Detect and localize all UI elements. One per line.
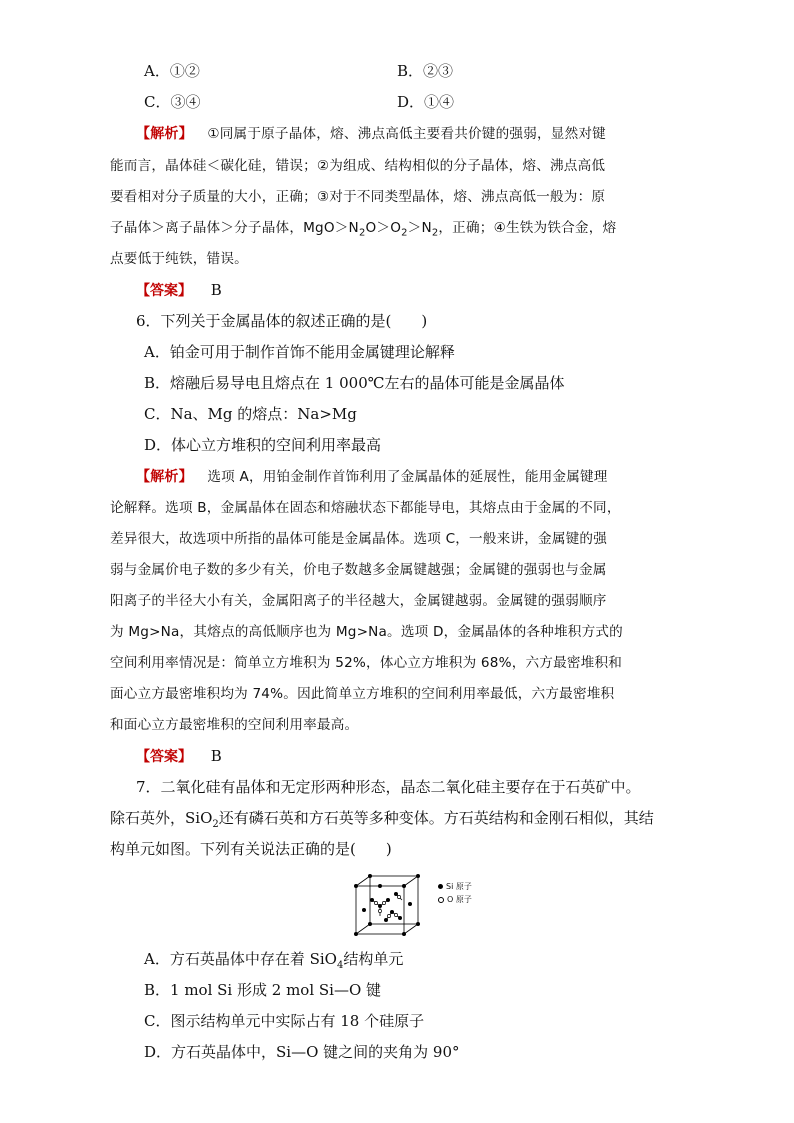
- q6-answer-value: B: [210, 747, 222, 765]
- q5-explanation-line-3: 要看相对分子质量的大小，正确；③对于不同类型晶体，熔、沸点高低一般为：原: [110, 189, 606, 205]
- q5-answer-tag: 【答案】: [136, 283, 192, 299]
- q7-option-c: C．图示结构单元中实际占有 18 个硅原子: [144, 1012, 425, 1030]
- q6-explanation-line-7: 空间利用率情况是：简单立方堆积为 52%，体心立方堆积为 68%，六方最密堆积和: [110, 655, 623, 671]
- q6-explanation-tag: 【解析】: [136, 469, 193, 485]
- q5-explanation-line-4: 子晶体＞离子晶体＞分子晶体，$MgO>N_2O>O_2>N_2$，正确；④生铁为铁合金，熔: [110, 220, 617, 239]
- q5-answer: [110, 280, 690, 301]
- q5-option-a: A．①②: [144, 62, 200, 80]
- q6-explanation-line-4: 弱与金属价电子数的多少有关，价电子数越多金属键越强；金属键的强弱也与金属: [110, 562, 607, 578]
- q6-explanation-line-8: 面心立方最密堆积均为 74%。因此简单立方堆积的空间利用率最低，六方最密堆积: [110, 686, 615, 702]
- q6-option-a: A．铂金可用于制作首饰不能用金属键理论解释: [144, 343, 455, 361]
- q5-option-d: D．①④: [397, 93, 455, 111]
- q6-option-b: B．熔融后易导电且熔点在 1 000℃左右的晶体可能是金属晶体: [144, 374, 565, 392]
- q6-explanation-line-2: 论解释。选项 B，金属晶体在固态和熔融状态下都能导电，其熔点由于金属的不同，: [110, 500, 621, 516]
- q7-stem-line-3: 构单元如图。下列有关说法正确的是( ): [110, 840, 392, 858]
- q6-explanation-line-6: 为 Mg>Na，其熔点的高低顺序也为 Mg>Na。选项 D，金属晶体的各种堆积方式的: [110, 624, 623, 640]
- o-atom-icon: [438, 897, 444, 903]
- q6-answer: [110, 746, 690, 767]
- q7-option-d: D．方石英晶体中，Si—O 键之间的夹角为 90°: [144, 1043, 460, 1061]
- q6-explanation-line-5: 阳离子的半径大小有关，金属阳离子的半径越大，金属键越弱。金属键的强弱顺序: [110, 593, 607, 609]
- q5-option-c: C．③④: [144, 93, 201, 111]
- q5-options-row-2: [110, 92, 690, 112]
- q5-explanation-tag: 【解析】: [136, 126, 193, 142]
- q7-stem-line-2: 除石英外，SiO$_2$还有磷石英和方石英等多种变体。方石英结构和金刚石相似，其结: [110, 809, 654, 830]
- q7-option-a: A．方石英晶体中存在着 SiO$_4$结构单元: [144, 950, 404, 971]
- q7-option-b: B．1 mol Si 形成 2 mol Si—O 键: [144, 981, 382, 999]
- si-atom-icon: [438, 884, 443, 889]
- q6-option-d: D．体心立方堆积的空间利用率最高: [144, 436, 382, 454]
- q5-option-b: B．②③: [397, 62, 454, 80]
- q5-explanation-line-2: 能而言，晶体硅＜碳化硅，错误；②为组成、结构相似的分子晶体，熔、沸点高低: [110, 158, 606, 174]
- q5-explanation-line-1: 【解析】 ①同属于原子晶体，熔、沸点高低主要看共价键的强弱，显然对键: [136, 126, 606, 142]
- q5-explanation-line-5: 点要低于纯铁，错误。: [110, 251, 248, 267]
- legend-si: Si 原子: [438, 880, 472, 893]
- diagram-legend: [438, 880, 472, 906]
- q6-explanation-line-3: 差异很大，故选项中所指的晶体可能是金属晶体。选项 C，一般来讲，金属键的强: [110, 531, 607, 547]
- q5-options-row-1: [110, 61, 690, 81]
- legend-o: O 原子: [438, 893, 472, 906]
- q6-explanation-line-1: 【解析】 选项 A，用铂金制作首饰利用了金属晶体的延展性，能用金属键理: [136, 469, 608, 485]
- q5-answer-value: B: [210, 281, 222, 299]
- q6-answer-tag: 【答案】: [136, 749, 192, 765]
- q6-explanation-line-9: 和面心立方最密堆积的空间利用率最高。: [110, 717, 359, 733]
- q6-option-c: C．Na、Mg 的熔点：Na>Mg: [144, 405, 357, 423]
- q7-stem-line-1: 7．二氧化硅有晶体和无定形两种形态，晶态二氧化硅主要存在于石英矿中。: [136, 778, 641, 796]
- q6-stem: 6．下列关于金属晶体的叙述正确的是( ): [136, 312, 428, 330]
